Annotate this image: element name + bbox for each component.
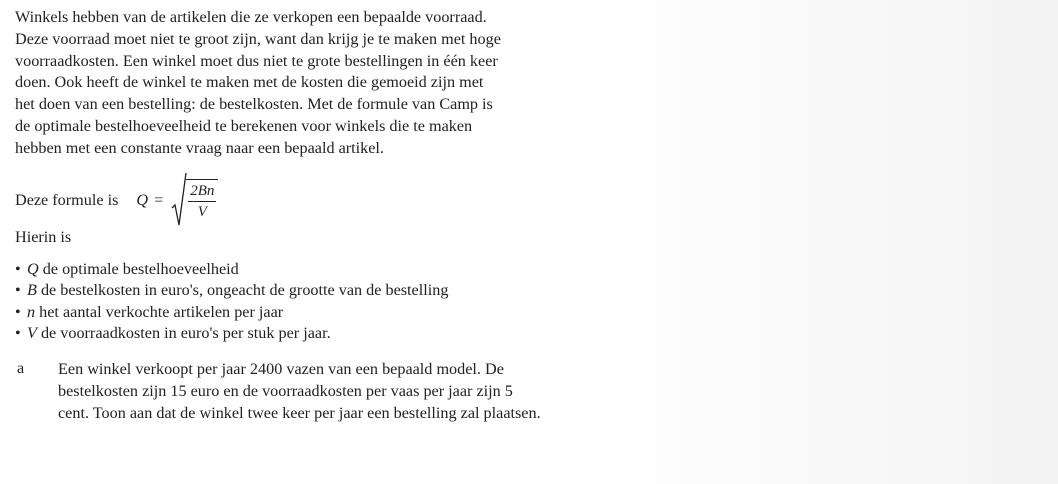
bullet-icon: • (15, 324, 21, 343)
camp-formula (136, 172, 218, 228)
variable-name: n (27, 302, 36, 321)
intro-line: hebben met een constante vraag naar een bepaald artikel. (15, 138, 384, 157)
formula-intro: Deze formule is (15, 190, 119, 209)
variable-name: Q (27, 260, 39, 278)
intro-line: voorraadkosten. Een winkel moet dus niet te grote bestellingen in één keer (15, 51, 498, 70)
intro-line: Winkels hebben van de artikelen die ze verkopen een bepaalde voorraad. (15, 8, 487, 26)
intro-paragraph (15, 7, 555, 160)
intro-line: de optimale bestelhoeveelheid te berekenen voor winkels die te maken (15, 116, 473, 135)
question-line: cent. Toon aan dat de winkel twee keer per jaar een bestelling zal plaatsen. (58, 403, 541, 422)
list-item (15, 302, 448, 323)
bullet-icon: • (15, 302, 21, 321)
formula-lhs: Q (136, 190, 149, 209)
formula-equals: = (154, 190, 164, 209)
list-item (15, 323, 448, 344)
variable-description: het aantal verkochte artikelen per jaar (35, 302, 284, 321)
variable-name: B (27, 281, 37, 300)
intro-line: Deze voorraad moet niet te groot zijn, want dan krijg je te maken met hoge (15, 29, 501, 48)
intro-line: doen. Ook heeft de winkel te maken met de kosten die gemoeid zijn met (15, 73, 484, 92)
question-line: bestelkosten zijn 15 euro en de voorraadkosten per vaas per jaar zijn 5 (58, 381, 513, 400)
variable-description: de bestelkosten in euro's, ongeacht de grootte van de bestelling (36, 281, 449, 300)
radical-sign-icon (171, 172, 187, 228)
formula-row (15, 170, 218, 230)
variable-name: V (27, 324, 37, 343)
list-item (15, 259, 448, 280)
variable-description: de optimale bestelhoeveelheid (38, 260, 239, 278)
bullet-icon: • (15, 281, 21, 300)
list-item (15, 280, 448, 301)
fraction-numerator: 2Bn (188, 180, 216, 202)
fraction-denominator: V (197, 203, 207, 220)
bullet-icon: • (15, 260, 21, 278)
intro-line: het doen van een bestelling: de bestelkosten. Met de formule van Camp is (15, 95, 493, 114)
square-root (171, 172, 218, 228)
question-line: Een winkel verkoopt per jaar 2400 vazen van een bepaald model. De (58, 360, 504, 378)
fraction (186, 179, 218, 222)
background-shade (588, 0, 1058, 484)
variable-description: de voorraadkosten in euro's per stuk per jaar. (36, 324, 331, 343)
variable-list (15, 259, 448, 345)
question-text (58, 359, 588, 424)
question-letter: a (17, 359, 25, 377)
hierin-label: Hierin is (15, 228, 72, 246)
